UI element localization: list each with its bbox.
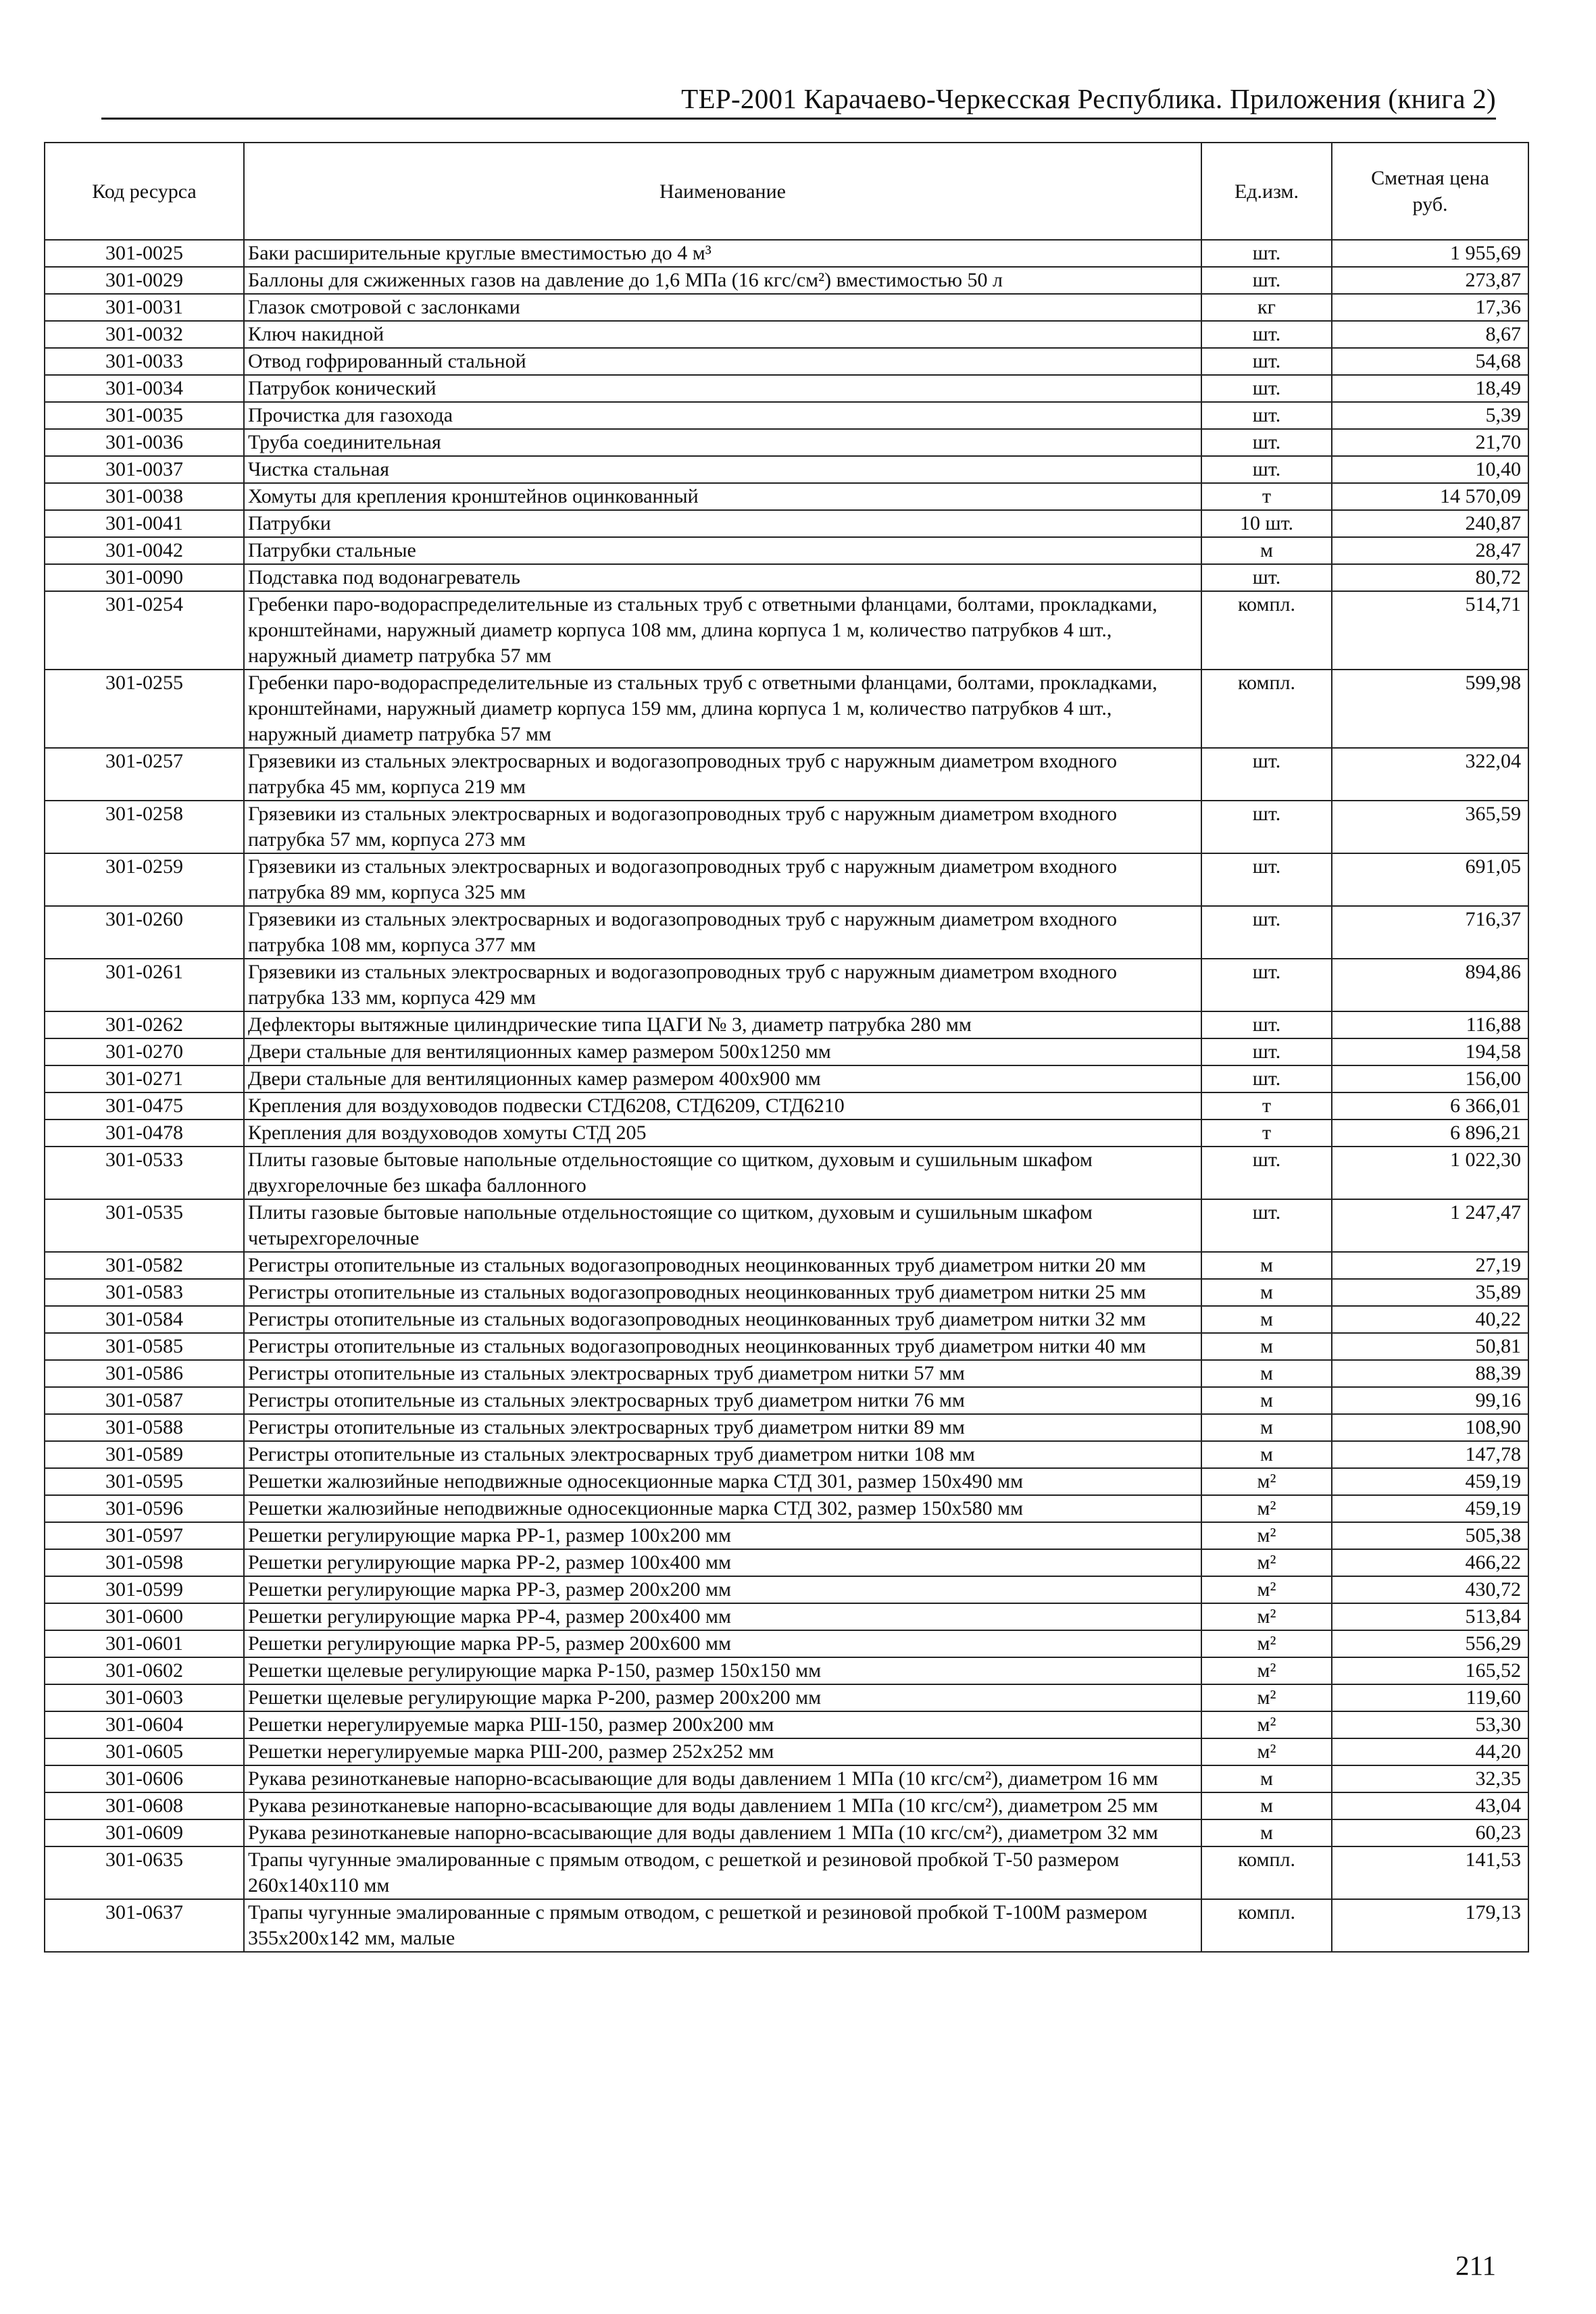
row-unit: шт. bbox=[1201, 801, 1332, 853]
row-code: 301-0270 bbox=[45, 1038, 244, 1065]
row-price: 599,98 bbox=[1332, 670, 1528, 748]
row-code: 301-0602 bbox=[45, 1657, 244, 1684]
row-name: Решетки жалюзийные неподвижные односекционные марка СТД 301, размер 150х490 мм bbox=[244, 1468, 1201, 1495]
page-number: 211 bbox=[1455, 2250, 1496, 2281]
row-unit: шт. bbox=[1201, 1199, 1332, 1252]
table-row bbox=[45, 456, 1528, 483]
row-code: 301-0037 bbox=[45, 456, 244, 483]
row-name: Двери стальные для вентиляционных камер размером 400х900 мм bbox=[244, 1065, 1201, 1092]
row-name: Глазок смотровой с заслонками bbox=[244, 294, 1201, 321]
row-code: 301-0258 bbox=[45, 801, 244, 853]
row-code: 301-0599 bbox=[45, 1576, 244, 1603]
table-row bbox=[45, 564, 1528, 591]
table-row bbox=[45, 1576, 1528, 1603]
table-row bbox=[45, 483, 1528, 510]
row-price: 88,39 bbox=[1332, 1360, 1528, 1387]
row-code: 301-0032 bbox=[45, 321, 244, 348]
table-row bbox=[45, 267, 1528, 294]
table-row bbox=[45, 1495, 1528, 1522]
row-unit: м² bbox=[1201, 1522, 1332, 1549]
row-price: 322,04 bbox=[1332, 748, 1528, 801]
row-price: 6 896,21 bbox=[1332, 1120, 1528, 1147]
row-unit: м² bbox=[1201, 1468, 1332, 1495]
row-name: Прочистка для газохода bbox=[244, 402, 1201, 429]
row-code: 301-0597 bbox=[45, 1522, 244, 1549]
table-row bbox=[45, 1333, 1528, 1360]
row-unit: шт. bbox=[1201, 348, 1332, 375]
table-row bbox=[45, 1065, 1528, 1092]
row-code: 301-0608 bbox=[45, 1792, 244, 1819]
row-code: 301-0254 bbox=[45, 591, 244, 670]
row-unit: шт. bbox=[1201, 748, 1332, 801]
row-unit: шт. bbox=[1201, 375, 1332, 402]
table-row bbox=[45, 670, 1528, 748]
row-price: 28,47 bbox=[1332, 537, 1528, 564]
row-price: 35,89 bbox=[1332, 1279, 1528, 1306]
row-price: 27,19 bbox=[1332, 1252, 1528, 1279]
row-name: Плиты газовые бытовые напольные отдельностоящие со щитком, духовым и сушильным шкафом двухгорелочные без шкафа баллонного bbox=[244, 1147, 1201, 1199]
row-price: 21,70 bbox=[1332, 429, 1528, 456]
row-code: 301-0637 bbox=[45, 1899, 244, 1952]
row-code: 301-0038 bbox=[45, 483, 244, 510]
row-unit: шт. bbox=[1201, 456, 1332, 483]
table-row bbox=[45, 748, 1528, 801]
row-unit: 10 шт. bbox=[1201, 510, 1332, 537]
row-price: 141,53 bbox=[1332, 1846, 1528, 1899]
row-name: Рукава резинотканевые напорно-всасывающие для воды давлением 1 МПа (10 кгс/см²), диаметром 25 мм bbox=[244, 1792, 1201, 1819]
row-price: 99,16 bbox=[1332, 1387, 1528, 1414]
row-code: 301-0583 bbox=[45, 1279, 244, 1306]
row-price: 459,19 bbox=[1332, 1468, 1528, 1495]
table-row bbox=[45, 348, 1528, 375]
column-header-unit: Ед.изм. bbox=[1201, 143, 1332, 240]
row-code: 301-0584 bbox=[45, 1306, 244, 1333]
row-unit: т bbox=[1201, 1092, 1332, 1120]
row-code: 301-0588 bbox=[45, 1414, 244, 1441]
row-code: 301-0535 bbox=[45, 1199, 244, 1252]
row-code: 301-0606 bbox=[45, 1765, 244, 1792]
table-row bbox=[45, 853, 1528, 906]
row-price: 32,35 bbox=[1332, 1765, 1528, 1792]
table-row bbox=[45, 1011, 1528, 1038]
row-name: Грязевики из стальных электросварных и водогазопроводных труб с наружным диаметром входного патрубка 133 мм, корпуса 429 мм bbox=[244, 959, 1201, 1011]
table-row bbox=[45, 294, 1528, 321]
row-price: 43,04 bbox=[1332, 1792, 1528, 1819]
row-unit: шт. bbox=[1201, 402, 1332, 429]
row-price: 514,71 bbox=[1332, 591, 1528, 670]
row-unit: м bbox=[1201, 1279, 1332, 1306]
table-row bbox=[45, 1765, 1528, 1792]
table-row bbox=[45, 1199, 1528, 1252]
row-name: Гребенки паро-водораспределительные из стальных труб с ответными фланцами, болтами, прокладками, кронштейнами, наружный диаметр корпуса 108 мм, длина корпуса 1 м, количество патрубков 4 шт., наружный диаметр патрубка 57 мм bbox=[244, 591, 1201, 670]
row-price: 50,81 bbox=[1332, 1333, 1528, 1360]
row-name: Регистры отопительные из стальных водогазопроводных неоцинкованных труб диаметром нитки 20 мм bbox=[244, 1252, 1201, 1279]
row-price: 894,86 bbox=[1332, 959, 1528, 1011]
row-unit: шт. bbox=[1201, 321, 1332, 348]
table-row bbox=[45, 1387, 1528, 1414]
row-unit: м² bbox=[1201, 1657, 1332, 1684]
table-row bbox=[45, 1549, 1528, 1576]
row-code: 301-0035 bbox=[45, 402, 244, 429]
row-price: 14 570,09 bbox=[1332, 483, 1528, 510]
table-row bbox=[45, 1684, 1528, 1711]
table-row bbox=[45, 1657, 1528, 1684]
row-price: 273,87 bbox=[1332, 267, 1528, 294]
table-row bbox=[45, 1468, 1528, 1495]
table-row bbox=[45, 1603, 1528, 1630]
table-header-row bbox=[45, 143, 1528, 240]
row-code: 301-0478 bbox=[45, 1120, 244, 1147]
row-price: 240,87 bbox=[1332, 510, 1528, 537]
row-code: 301-0589 bbox=[45, 1441, 244, 1468]
row-unit: м bbox=[1201, 1819, 1332, 1846]
row-name: Труба соединительная bbox=[244, 429, 1201, 456]
resource-price-table bbox=[44, 142, 1529, 1953]
row-price: 1 955,69 bbox=[1332, 240, 1528, 267]
row-price: 459,19 bbox=[1332, 1495, 1528, 1522]
row-name: Ключ накидной bbox=[244, 321, 1201, 348]
table-row bbox=[45, 1522, 1528, 1549]
row-price: 194,58 bbox=[1332, 1038, 1528, 1065]
row-name: Решетки нерегулируемые марка РШ-200, размер 252х252 мм bbox=[244, 1738, 1201, 1765]
row-unit: м² bbox=[1201, 1684, 1332, 1711]
row-price: 365,59 bbox=[1332, 801, 1528, 853]
row-unit: м bbox=[1201, 1441, 1332, 1468]
row-name: Решетки регулирующие марка РР-4, размер 200х400 мм bbox=[244, 1603, 1201, 1630]
row-price: 17,36 bbox=[1332, 294, 1528, 321]
table-row bbox=[45, 1711, 1528, 1738]
row-name: Решетки щелевые регулирующие марка Р-150, размер 150х150 мм bbox=[244, 1657, 1201, 1684]
row-code: 301-0025 bbox=[45, 240, 244, 267]
table-row bbox=[45, 402, 1528, 429]
row-unit: компл. bbox=[1201, 670, 1332, 748]
row-unit: м bbox=[1201, 1387, 1332, 1414]
row-code: 301-0259 bbox=[45, 853, 244, 906]
row-price: 716,37 bbox=[1332, 906, 1528, 959]
row-code: 301-0475 bbox=[45, 1092, 244, 1120]
row-name: Патрубок конический bbox=[244, 375, 1201, 402]
row-name: Рукава резинотканевые напорно-всасывающие для воды давлением 1 МПа (10 кгс/см²), диаметром 16 мм bbox=[244, 1765, 1201, 1792]
row-name: Решетки жалюзийные неподвижные односекционные марка СТД 302, размер 150х580 мм bbox=[244, 1495, 1201, 1522]
table-row bbox=[45, 240, 1528, 267]
row-price: 108,90 bbox=[1332, 1414, 1528, 1441]
row-name: Патрубки bbox=[244, 510, 1201, 537]
row-code: 301-0595 bbox=[45, 1468, 244, 1495]
row-unit: шт. bbox=[1201, 564, 1332, 591]
row-name: Грязевики из стальных электросварных и водогазопроводных труб с наружным диаметром входного патрубка 45 мм, корпуса 219 мм bbox=[244, 748, 1201, 801]
row-code: 301-0596 bbox=[45, 1495, 244, 1522]
row-code: 301-0635 bbox=[45, 1846, 244, 1899]
table-row bbox=[45, 1147, 1528, 1199]
row-name: Решетки щелевые регулирующие марка Р-200, размер 200х200 мм bbox=[244, 1684, 1201, 1711]
row-price: 5,39 bbox=[1332, 402, 1528, 429]
row-code: 301-0582 bbox=[45, 1252, 244, 1279]
row-code: 301-0042 bbox=[45, 537, 244, 564]
table-row bbox=[45, 1038, 1528, 1065]
row-name: Крепления для воздуховодов подвески СТД6208, СТД6209, СТД6210 bbox=[244, 1092, 1201, 1120]
row-price: 556,29 bbox=[1332, 1630, 1528, 1657]
row-unit: м² bbox=[1201, 1738, 1332, 1765]
row-name: Баллоны для сжиженных газов на давление до 1,6 МПа (16 кгс/см²) вместимостью 50 л bbox=[244, 267, 1201, 294]
table-row bbox=[45, 591, 1528, 670]
table-row bbox=[45, 1120, 1528, 1147]
row-unit: м² bbox=[1201, 1495, 1332, 1522]
row-name: Регистры отопительные из стальных электросварных труб диаметром нитки 89 мм bbox=[244, 1414, 1201, 1441]
table-row bbox=[45, 1306, 1528, 1333]
row-price: 40,22 bbox=[1332, 1306, 1528, 1333]
row-code: 301-0604 bbox=[45, 1711, 244, 1738]
row-unit: м bbox=[1201, 537, 1332, 564]
row-unit: шт. bbox=[1201, 1065, 1332, 1092]
row-name: Дефлекторы вытяжные цилиндрические типа ЦАГИ № 3, диаметр патрубка 280 мм bbox=[244, 1011, 1201, 1038]
table-row bbox=[45, 801, 1528, 853]
row-price: 8,67 bbox=[1332, 321, 1528, 348]
row-name: Регистры отопительные из стальных водогазопроводных неоцинкованных труб диаметром нитки 40 мм bbox=[244, 1333, 1201, 1360]
table-row bbox=[45, 959, 1528, 1011]
row-name: Трапы чугунные эмалированные с прямым отводом, с решеткой и резиновой пробкой Т-100М размером 355х200х142 мм, малые bbox=[244, 1899, 1201, 1952]
row-code: 301-0271 bbox=[45, 1065, 244, 1092]
header-divider bbox=[101, 118, 1496, 120]
table-body bbox=[45, 240, 1528, 1952]
row-unit: компл. bbox=[1201, 1899, 1332, 1952]
row-unit: м bbox=[1201, 1414, 1332, 1441]
page-header-title: ТЕР-2001 Карачаево-Черкесская Республика. Приложения (книга 2) bbox=[681, 83, 1496, 114]
table-row bbox=[45, 429, 1528, 456]
row-name: Решетки регулирующие марка РР-2, размер 100х400 мм bbox=[244, 1549, 1201, 1576]
row-price: 179,13 bbox=[1332, 1899, 1528, 1952]
row-price: 513,84 bbox=[1332, 1603, 1528, 1630]
row-name: Регистры отопительные из стальных водогазопроводных неоцинкованных труб диаметром нитки 25 мм bbox=[244, 1279, 1201, 1306]
row-name: Грязевики из стальных электросварных и водогазопроводных труб с наружным диаметром входного патрубка 108 мм, корпуса 377 мм bbox=[244, 906, 1201, 959]
row-name: Плиты газовые бытовые напольные отдельностоящие со щитком, духовым и сушильным шкафом четырехгорелочные bbox=[244, 1199, 1201, 1252]
row-name: Регистры отопительные из стальных электросварных труб диаметром нитки 76 мм bbox=[244, 1387, 1201, 1414]
row-unit: м bbox=[1201, 1765, 1332, 1792]
row-price: 505,38 bbox=[1332, 1522, 1528, 1549]
row-unit: шт. bbox=[1201, 429, 1332, 456]
row-code: 301-0031 bbox=[45, 294, 244, 321]
row-unit: м² bbox=[1201, 1549, 1332, 1576]
row-price: 54,68 bbox=[1332, 348, 1528, 375]
table-row bbox=[45, 1092, 1528, 1120]
table-row bbox=[45, 1899, 1528, 1952]
column-header-code: Код ресурса bbox=[45, 143, 244, 240]
row-name: Решетки регулирующие марка РР-3, размер 200х200 мм bbox=[244, 1576, 1201, 1603]
row-price: 430,72 bbox=[1332, 1576, 1528, 1603]
row-name: Подставка под водонагреватель bbox=[244, 564, 1201, 591]
row-price: 466,22 bbox=[1332, 1549, 1528, 1576]
row-name: Крепления для воздуховодов хомуты СТД 205 bbox=[244, 1120, 1201, 1147]
row-name: Решетки регулирующие марка РР-5, размер 200х600 мм bbox=[244, 1630, 1201, 1657]
table-row bbox=[45, 1846, 1528, 1899]
row-code: 301-0605 bbox=[45, 1738, 244, 1765]
table-row bbox=[45, 375, 1528, 402]
table-row bbox=[45, 510, 1528, 537]
row-code: 301-0090 bbox=[45, 564, 244, 591]
table-row bbox=[45, 1252, 1528, 1279]
row-price: 6 366,01 bbox=[1332, 1092, 1528, 1120]
row-unit: компл. bbox=[1201, 591, 1332, 670]
row-name: Отвод гофрированный стальной bbox=[244, 348, 1201, 375]
row-name: Гребенки паро-водораспределительные из стальных труб с ответными фланцами, болтами, прокладками, кронштейнами, наружный диаметр корпуса 159 мм, длина корпуса 1 м, количество патрубков 4 шт., наружный диаметр патрубка 57 мм bbox=[244, 670, 1201, 748]
row-code: 301-0036 bbox=[45, 429, 244, 456]
column-header-name: Наименование bbox=[244, 143, 1201, 240]
row-price: 116,88 bbox=[1332, 1011, 1528, 1038]
row-price: 44,20 bbox=[1332, 1738, 1528, 1765]
row-unit: т bbox=[1201, 483, 1332, 510]
table-row bbox=[45, 1360, 1528, 1387]
row-unit: шт. bbox=[1201, 240, 1332, 267]
row-unit: т bbox=[1201, 1120, 1332, 1147]
row-code: 301-0601 bbox=[45, 1630, 244, 1657]
table-row bbox=[45, 1279, 1528, 1306]
row-code: 301-0255 bbox=[45, 670, 244, 748]
row-code: 301-0262 bbox=[45, 1011, 244, 1038]
column-header-price: Сметная цена руб. bbox=[1332, 143, 1528, 240]
row-unit: шт. bbox=[1201, 1147, 1332, 1199]
row-name: Чистка стальная bbox=[244, 456, 1201, 483]
row-unit: шт. bbox=[1201, 1038, 1332, 1065]
table-row bbox=[45, 1630, 1528, 1657]
row-price: 165,52 bbox=[1332, 1657, 1528, 1684]
row-name: Баки расширительные круглые вместимостью до 4 м³ bbox=[244, 240, 1201, 267]
row-code: 301-0261 bbox=[45, 959, 244, 1011]
row-unit: шт. bbox=[1201, 267, 1332, 294]
row-name: Регистры отопительные из стальных водогазопроводных неоцинкованных труб диаметром нитки 32 мм bbox=[244, 1306, 1201, 1333]
row-price: 691,05 bbox=[1332, 853, 1528, 906]
row-code: 301-0533 bbox=[45, 1147, 244, 1199]
table-row bbox=[45, 1738, 1528, 1765]
row-price: 60,23 bbox=[1332, 1819, 1528, 1846]
row-name: Трапы чугунные эмалированные с прямым отводом, с решеткой и резиновой пробкой Т-50 размером 260х140х110 мм bbox=[244, 1846, 1201, 1899]
row-unit: компл. bbox=[1201, 1846, 1332, 1899]
row-name: Грязевики из стальных электросварных и водогазопроводных труб с наружным диаметром входного патрубка 57 мм, корпуса 273 мм bbox=[244, 801, 1201, 853]
table-row bbox=[45, 321, 1528, 348]
row-name: Решетки нерегулируемые марка РШ-150, размер 200х200 мм bbox=[244, 1711, 1201, 1738]
row-code: 301-0034 bbox=[45, 375, 244, 402]
row-price: 1 022,30 bbox=[1332, 1147, 1528, 1199]
row-name: Двери стальные для вентиляционных камер размером 500х1250 мм bbox=[244, 1038, 1201, 1065]
row-name: Решетки регулирующие марка РР-1, размер 100х200 мм bbox=[244, 1522, 1201, 1549]
row-unit: м bbox=[1201, 1792, 1332, 1819]
row-code: 301-0029 bbox=[45, 267, 244, 294]
row-price: 119,60 bbox=[1332, 1684, 1528, 1711]
row-code: 301-0600 bbox=[45, 1603, 244, 1630]
row-code: 301-0033 bbox=[45, 348, 244, 375]
row-code: 301-0603 bbox=[45, 1684, 244, 1711]
table-row bbox=[45, 537, 1528, 564]
row-name: Регистры отопительные из стальных электросварных труб диаметром нитки 57 мм bbox=[244, 1360, 1201, 1387]
row-code: 301-0585 bbox=[45, 1333, 244, 1360]
row-code: 301-0598 bbox=[45, 1549, 244, 1576]
row-unit: шт. bbox=[1201, 1011, 1332, 1038]
row-unit: м bbox=[1201, 1252, 1332, 1279]
row-code: 301-0609 bbox=[45, 1819, 244, 1846]
table-row bbox=[45, 906, 1528, 959]
row-unit: кг bbox=[1201, 294, 1332, 321]
row-unit: шт. bbox=[1201, 906, 1332, 959]
row-unit: м bbox=[1201, 1360, 1332, 1387]
row-code: 301-0587 bbox=[45, 1387, 244, 1414]
row-price: 156,00 bbox=[1332, 1065, 1528, 1092]
row-price: 10,40 bbox=[1332, 456, 1528, 483]
row-unit: шт. bbox=[1201, 959, 1332, 1011]
row-name: Грязевики из стальных электросварных и водогазопроводных труб с наружным диаметром входного патрубка 89 мм, корпуса 325 мм bbox=[244, 853, 1201, 906]
row-code: 301-0260 bbox=[45, 906, 244, 959]
row-unit: м bbox=[1201, 1306, 1332, 1333]
row-unit: шт. bbox=[1201, 853, 1332, 906]
row-name: Хомуты для крепления кронштейнов оцинкованный bbox=[244, 483, 1201, 510]
row-code: 301-0041 bbox=[45, 510, 244, 537]
row-price: 1 247,47 bbox=[1332, 1199, 1528, 1252]
table-row bbox=[45, 1441, 1528, 1468]
row-unit: м² bbox=[1201, 1576, 1332, 1603]
row-code: 301-0586 bbox=[45, 1360, 244, 1387]
table-row bbox=[45, 1792, 1528, 1819]
row-price: 147,78 bbox=[1332, 1441, 1528, 1468]
row-price: 18,49 bbox=[1332, 375, 1528, 402]
row-unit: м² bbox=[1201, 1711, 1332, 1738]
row-name: Регистры отопительные из стальных электросварных труб диаметром нитки 108 мм bbox=[244, 1441, 1201, 1468]
table-row bbox=[45, 1819, 1528, 1846]
row-name: Патрубки стальные bbox=[244, 537, 1201, 564]
row-price: 80,72 bbox=[1332, 564, 1528, 591]
row-unit: м² bbox=[1201, 1603, 1332, 1630]
table-row bbox=[45, 1414, 1528, 1441]
row-unit: м² bbox=[1201, 1630, 1332, 1657]
row-price: 53,30 bbox=[1332, 1711, 1528, 1738]
row-code: 301-0257 bbox=[45, 748, 244, 801]
row-name: Рукава резинотканевые напорно-всасывающие для воды давлением 1 МПа (10 кгс/см²), диаметром 32 мм bbox=[244, 1819, 1201, 1846]
row-unit: м bbox=[1201, 1333, 1332, 1360]
